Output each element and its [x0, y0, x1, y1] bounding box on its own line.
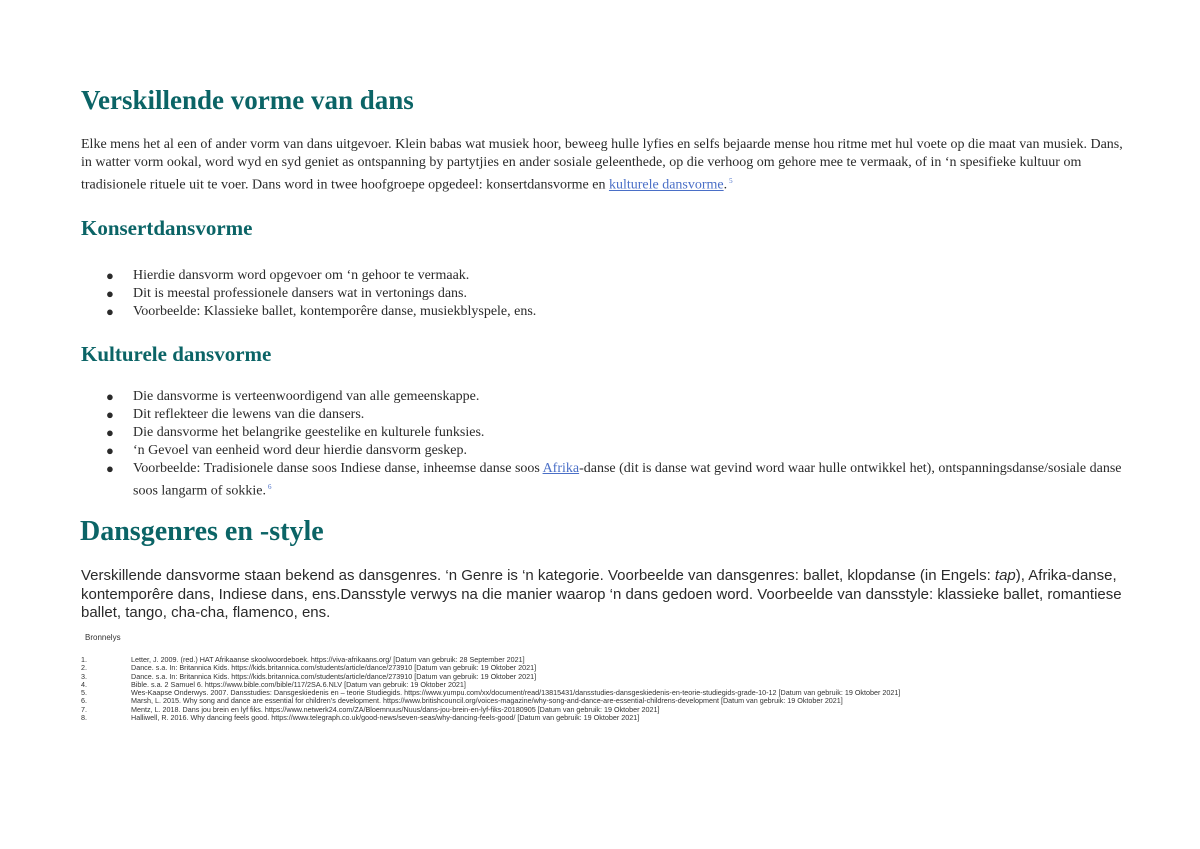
list-item: ● Voorbeelde: Klassieke ballet, kontemporêre danse, musiekblyspele, ens. — [106, 304, 537, 319]
heading-dansgenres: Dansgenres en -style — [80, 516, 324, 547]
list-item: 5. Wes-Kaapse Onderwys. 2007. Dansstudies: Dansgeskiedenis en – teorie Studiegids. https://www.yumpu.com/xx/document/read/13815431/dansstudies-dansgeskiedenis-en-teorie-studiegids-grade-10-12 [Datum van gebruik: 19 Oktober 2021] — [81, 688, 901, 698]
list-item: ● Die dansvorme het belangrike geestelike en kulturele funksies. — [106, 425, 485, 440]
bullet-icon: ● — [106, 425, 114, 440]
list-item: ● Dit is meestal professionele dansers wat in vertonings dans. — [106, 286, 467, 301]
intro-text-end: . — [723, 177, 728, 193]
list-item: ● Dit reflekteer die lewens van die dansers. — [106, 407, 365, 422]
list-item: ● Voorbeelde: Tradisionele danse soos Indiese danse, inheemse danse soos Afrika-danse (dit is danse wat gevind word waar hulle ontwikkel het), ontspanningsdanse/sosiale danse soos langarm of sokkie. $^6$ — [106, 461, 1122, 499]
list-item: 3. Dance. s.a. In: Britannica Kids. https://kids.britannica.com/students/article/dance/273910 [Datum van gebruik: 19 Oktober 2021] — [81, 671, 537, 681]
list-item: ● ‘n Gevoel van eenheid word deur hierdie dansvorm geskep. — [106, 443, 467, 458]
list-item: 4. Bible. s.a. 2 Samuel 6. https://www.bible.com/bible/117/2SA.6.NLV [Datum van gebruik: 19 Oktober 2021] — [81, 679, 466, 689]
list-item: 2. Dance. s.a. In: Britannica Kids. https://kids.britannica.com/students/article/dance/273910 [Datum van gebruik: 19 Oktober 2021] — [81, 663, 537, 673]
dansgenres-paragraph: Verskillende dansvorme staan bekend as dansgenres. ‘n Genre is ‘n kategorie. Voorbeelde van dansgenres: ballet, klopdanse (in Engels: tap), Afrika-danse, kontemporêre dans, Indiese dans, ens.Dansstyle verwys na die manier waarop ‘n dans gedoen word. Voorbeelde van dansstyle: klassieke ballet, romantiese ballet, tango, cha-cha, flamenco, ens. — [81, 567, 1122, 621]
list-item: ● Hierdie dansvorm word opgevoer om ‘n gehoor te vermaak. — [106, 268, 470, 283]
reference-list — [81, 656, 900, 722]
list-item: 6. Marsh, L. 2015. Why song and dance are essential for children’s development. https://www.britishcouncil.org/voices-magazine/why-song-and-dance-are-essential-childrens-development [Datum van gebruik: 19 Oktober 2021] — [81, 696, 843, 706]
bullet-icon: ● — [106, 304, 114, 319]
tap-italic: tap — [994, 567, 1016, 584]
kulturele-dansvorme-link[interactable]: kulturele dansvorme — [608, 177, 724, 193]
list-item: 7. Mentz, L. 2018. Dans jou brein en lyf fiks. https://www.netwerk24.com/ZA/Bloemnuus/Nuus/dans-jou-brein-en-lyf-fiks-20180905 [Datum van gebruik: 19 Oktober 2021] — [81, 704, 660, 714]
footnote-ref-5[interactable]: 5 — [729, 177, 733, 185]
heading-kulturele-dansvorme: Kulturele dansvorme — [81, 342, 272, 366]
konsert-bullet-list — [81, 267, 1133, 321]
bronnelys-title: Bronnelys — [85, 633, 121, 642]
heading-verskillende-vorme: Verskillende vorme van dans — [81, 85, 414, 115]
footnote-ref-6[interactable]: 6 — [267, 483, 272, 491]
bullet-icon: ● — [106, 407, 114, 422]
bullet-icon: ● — [106, 461, 114, 476]
bullet-icon: ● — [106, 443, 114, 458]
list-item: 8. Halliwell, R. 2016. Why dancing feels good. https://www.telegraph.co.uk/good-news/seven-seas/why-dancing-feels-good/ [Datum van gebruik: 19 Oktober 2021] — [81, 713, 640, 723]
list-item: ● Die dansvorme is verteenwoordigend van alle gemeenskappe. — [106, 389, 480, 404]
bullet-icon: ● — [106, 286, 114, 301]
heading-konsertdansvorme: Konsertdansvorme — [81, 216, 253, 240]
kulturele-bullet-list — [81, 388, 1133, 501]
list-item: 1. Letter, J. 2009. (red.) HAT Afrikaanse skoolwoordeboek. https://vivа-afrikaans.org/ [Datum van gebruik: 28 September 2021] — [81, 655, 525, 664]
bullet-icon: ● — [106, 268, 114, 283]
intro-text: Elke mens het al een of ander vorm van dans uitgevoer. Klein babas wat musiek hoor, beweeg hulle lyfies en selfs bejaarde mense hou ritme met hul voete op die maat van musiek. Dans, in watter vorm ookal, word wyd en syd geniet as ontspanning by partytjies en ander sosiale geleenthede, op die verhoog om gehore mee te vermaak, of in ‘n spesifieke kultuur om tradisionele rituele uit te voer. Dans word in twee hoofgroepe opgedeel: konsertdansvorme en — [81, 137, 1123, 193]
bullet-icon: ● — [106, 389, 114, 404]
intro-paragraph — [81, 136, 1131, 195]
afrika-link[interactable]: Afrika — [542, 461, 580, 476]
